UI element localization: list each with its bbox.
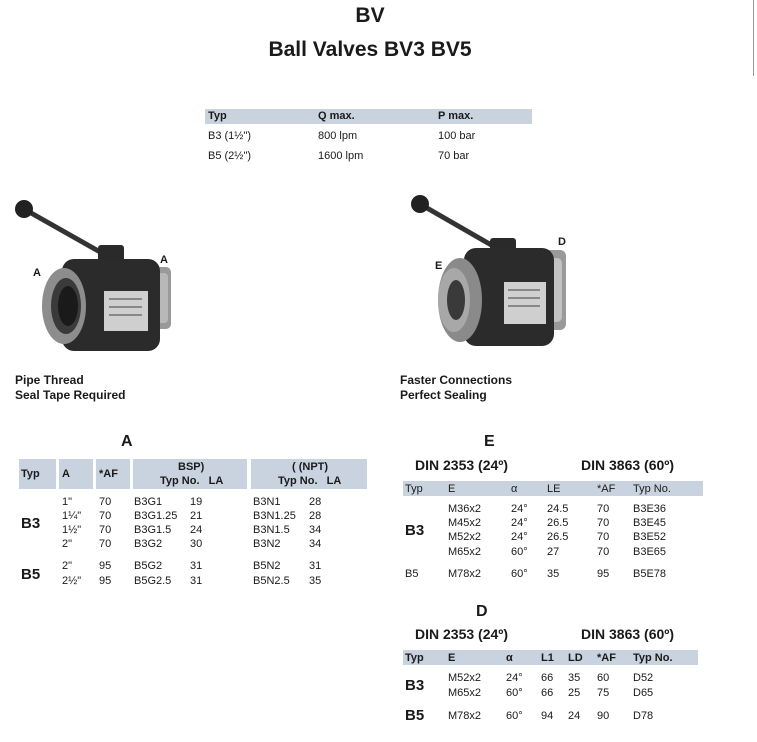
summary-header-qmax: Q max. [318, 110, 355, 122]
cell-npt: B3N1 [253, 496, 281, 508]
cell-ld: 24 [568, 710, 581, 722]
summary-cell: B5 (2½") [208, 150, 252, 162]
cell-ld: 25 [568, 687, 581, 699]
page-title: BV [355, 4, 385, 27]
cell-npt-la: 34 [309, 524, 322, 536]
cell-a: 2" [62, 560, 73, 572]
caption-faster-connections: Faster Connections [400, 373, 513, 387]
col-header-typ: Typ [405, 483, 423, 495]
cell-alpha: 24° [511, 531, 528, 543]
cell-af: 70 [597, 503, 610, 515]
cell-bsp: B3G1.25 [134, 510, 178, 522]
cell-af: 75 [597, 687, 610, 699]
ball-valve-fitting-illustration [408, 190, 578, 355]
summary-header-pmax: P max. [438, 110, 474, 122]
cell-bsp: B5G2 [134, 560, 163, 572]
col-header-af: *AF [99, 468, 118, 480]
section-d-title: D [476, 603, 488, 620]
cell-npt: B3N2 [253, 538, 281, 550]
cell-e: M45x2 [448, 517, 482, 529]
cell-alpha: 24° [511, 517, 528, 529]
cell-af: 90 [597, 710, 610, 722]
col-header-af: *AF [597, 652, 616, 664]
cell-l1: 66 [541, 687, 554, 699]
cell-typ-no: D65 [633, 687, 654, 699]
port-label-d: D [558, 236, 566, 248]
cell-e: M65x2 [448, 546, 482, 558]
col-header-af: *AF [597, 483, 616, 495]
cell-bsp-la: 24 [190, 524, 203, 536]
cell-typ-no: B3E52 [633, 531, 667, 543]
section-a-title: A [121, 433, 133, 450]
cell-e: M36x2 [448, 503, 482, 515]
page-edge-divider [753, 0, 754, 76]
cell-le: 26.5 [547, 531, 569, 543]
cell-a: 2½" [62, 575, 82, 587]
cell-af: 70 [597, 531, 610, 543]
group-label-b5: B5 [405, 707, 425, 724]
cell-typ-no: B3E65 [633, 546, 667, 558]
cell-af: 70 [597, 546, 610, 558]
cell-typ-no: B3E36 [633, 503, 667, 515]
cell-le: 24.5 [547, 503, 569, 515]
cell-af: 60 [597, 672, 610, 684]
cell-e: M78x2 [448, 710, 482, 722]
cell-bsp: B3G1.5 [134, 524, 172, 536]
cell-npt-la: 28 [309, 510, 322, 522]
cell-alpha: 60° [511, 568, 528, 580]
summary-cell: 100 bar [438, 130, 476, 142]
cell-typ-no: D78 [633, 710, 654, 722]
cell-alpha: 60° [506, 687, 523, 699]
cell-bsp-la: 19 [190, 496, 203, 508]
col-header-npt-sub: Typ No. LA [278, 475, 342, 487]
cell-typ-no: D52 [633, 672, 654, 684]
col-header-typ: Typ [405, 652, 424, 664]
caption-perfect-sealing: Perfect Sealing [400, 388, 487, 402]
cell-af: 95 [99, 575, 112, 587]
cell-bsp: B3G2 [134, 538, 163, 550]
cell-af: 70 [99, 538, 112, 550]
caption-seal-tape: Seal Tape Required [15, 388, 126, 402]
col-header-e: E [448, 652, 456, 664]
caption-pipe-thread: Pipe Thread [15, 373, 84, 387]
col-header-le: LE [547, 483, 561, 495]
col-header-typ-no: Typ No. [633, 652, 673, 664]
din-3863-label: DIN 3863 (60º) [581, 626, 675, 642]
cell-e: M78x2 [448, 568, 482, 580]
cell-typ-no: B5E78 [633, 568, 667, 580]
cell-bsp-la: 31 [190, 560, 203, 572]
cell-ld: 35 [568, 672, 581, 684]
cell-npt-la: 28 [309, 496, 322, 508]
cell-le: 27 [547, 546, 560, 558]
cell-npt: B3N1.5 [253, 524, 290, 536]
cell-a: 2" [62, 538, 73, 550]
col-header-npt: ( (NPT) [292, 461, 329, 473]
cell-a: 1" [62, 496, 73, 508]
group-label-b3: B3 [405, 677, 425, 694]
group-label-b3: B3 [405, 522, 425, 539]
col-header-e: E [448, 483, 456, 495]
port-label-e: E [435, 260, 443, 272]
cell-af: 70 [597, 517, 610, 529]
cell-alpha: 24° [511, 503, 528, 515]
summary-table-header [205, 109, 532, 124]
cell-af: 70 [99, 510, 112, 522]
col-header-ld: LD [568, 652, 583, 664]
summary-cell: 70 bar [438, 150, 470, 162]
cell-l1: 94 [541, 710, 554, 722]
cell-af: 95 [597, 568, 610, 580]
cell-bsp: B5G2.5 [134, 575, 172, 587]
cell-e: M52x2 [448, 531, 482, 543]
col-header-l1: L1 [541, 652, 554, 664]
group-label-b5: B5 [405, 568, 419, 580]
cell-npt: B5N2.5 [253, 575, 290, 587]
cell-npt: B5N2 [253, 560, 281, 572]
group-label-b3: B3 [21, 515, 41, 532]
cell-bsp-la: 30 [190, 538, 203, 550]
summary-cell: 800 lpm [318, 130, 358, 142]
cell-a: 1¼" [62, 510, 82, 522]
cell-npt: B3N1.25 [253, 510, 296, 522]
col-header-alpha: α [506, 652, 513, 664]
group-label-b5: B5 [21, 566, 41, 583]
port-label-a-right: A [160, 254, 168, 266]
col-header-alpha: α [511, 483, 518, 495]
summary-header-typ: Typ [208, 110, 227, 122]
cell-bsp-la: 31 [190, 575, 203, 587]
col-header-bsp-sub: Typ No. LA [160, 475, 224, 487]
din-3863-label: DIN 3863 (60º) [581, 457, 675, 473]
cell-af: 70 [99, 496, 112, 508]
cell-alpha: 60° [511, 546, 528, 558]
cell-npt-la: 35 [309, 575, 322, 587]
cell-af: 95 [99, 560, 112, 572]
cell-l1: 66 [541, 672, 554, 684]
col-header-typ-no: Typ No. [633, 483, 671, 495]
section-e-title: E [484, 433, 495, 450]
valve-image-faster-connections [408, 190, 578, 355]
cell-alpha: 60° [506, 710, 523, 722]
cell-a: 1½" [62, 524, 82, 536]
din-2353-label: DIN 2353 (24º) [415, 457, 509, 473]
cell-bsp: B3G1 [134, 496, 163, 508]
cell-npt-la: 31 [309, 560, 322, 572]
col-header-a: A [62, 468, 70, 480]
cell-alpha: 24° [506, 672, 523, 684]
cell-e: M52x2 [448, 672, 482, 684]
cell-le: 26.5 [547, 517, 569, 529]
din-2353-label: DIN 2353 (24º) [415, 626, 509, 642]
col-header-bsp: BSP) [178, 461, 205, 473]
summary-cell: B3 (1½") [208, 130, 252, 142]
cell-npt-la: 34 [309, 538, 322, 550]
summary-cell: 1600 lpm [318, 150, 364, 162]
cell-bsp-la: 21 [190, 510, 203, 522]
page-subtitle: Ball Valves BV3 BV5 [268, 38, 472, 61]
col-header-typ: Typ [21, 468, 40, 480]
cell-e: M65x2 [448, 687, 482, 699]
cell-le: 35 [547, 568, 560, 580]
port-label-a-left: A [33, 267, 41, 279]
cell-af: 70 [99, 524, 112, 536]
cell-typ-no: B3E45 [633, 517, 667, 529]
